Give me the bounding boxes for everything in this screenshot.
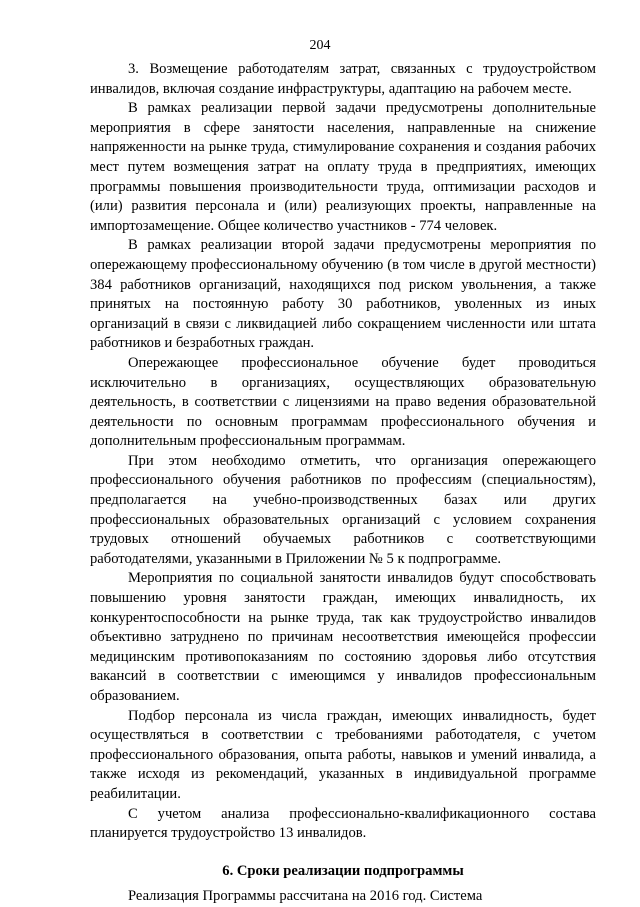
- paragraph-social-employment: Мероприятия по социальной занятости инвалидов будут способствовать повышению уровня занятости граждан, имеющих инвалидность, их конкурентоспособности на рынке труда, так как трудоустройство инвалидов объективно затруднено по причинам несоответствия имеющейся профессии медицинским противопоказаниям по состоянию здоровья либо отсутствия вакансий в соответствии с имеющимся у инвалидов профессиональным образованием.: [90, 570, 596, 704]
- section-heading: 6. Сроки реализации подпрограммы: [222, 862, 464, 879]
- paragraph-staff-selection: Подбор персонала из числа граждан, имеющих инвалидность, будет осуществляться в соответствии с требованиями работодателя, с учетом профессионального образования, опыта работы, навыков и умений инвалида, а также исходя из рекомендаций, указанных в индивидуальной программе реабилитации.: [90, 707, 596, 802]
- page-number: 204: [309, 38, 331, 53]
- paragraph-advance-training: Опережающее профессиональное обучение будет проводиться исключительно в организациях, осуществляющих образовательную деятельность, в соответствии с лицензиями на право ведения образовательной деятельности по основным программам профессионального обучения и дополнительным профессиональным программам.: [90, 354, 596, 450]
- paragraph-second-task: В рамках реализации второй задачи предусмотрены мероприятия по опережающему профессиональному обучению (в том числе в другой местности) 384 работников организаций, находящихся под риском увольнения, а также принятых на постоянную работу 30 работников, уволенных из иных организаций в связи с ликвидацией либо сокращением численности или штата работников и безработных граждан.: [90, 237, 596, 352]
- paragraph-planned-employment: С учетом анализа профессионально-квалификационного состава планируется трудоустройство 13 инвалидов.: [90, 805, 596, 842]
- paragraph-first-task: В рамках реализации первой задачи предусмотрены дополнительные мероприятия в сфере занятости населения, направленные на снижение напряженности на рынке труда, стимулирование сохранения и создания рабочих мест путем возмещения затрат на оплату труда в предприятиях, имеющих программы повышения производительности труда, оптимизации расходов и (или) развития персонала и (или) реализующих проекты, направленные на импортозамещение. Общее количество участников - 774 человек.: [90, 100, 596, 234]
- document-body: [90, 60, 596, 907]
- paragraph-organization-training: При этом необходимо отметить, что организация опережающего профессионального обучения работников по профессиям (специальностям), предполагается на учебно-производственных базах или других профессиональных образовательных организаций с условием сохранения трудовых отношений обучаемых работников с соответствующими работодателями, указанными в Приложении № 5 к подпрограмме.: [90, 452, 596, 567]
- paragraph-implementation: Реализация Программы рассчитана на 2016 год. Система: [128, 888, 483, 905]
- paragraph-compensation-employers: 3. Возмещение работодателям затрат, связанных с трудоустройством инвалидов, включая создание инфраструктуры, адаптацию на рабочем месте.: [90, 61, 596, 97]
